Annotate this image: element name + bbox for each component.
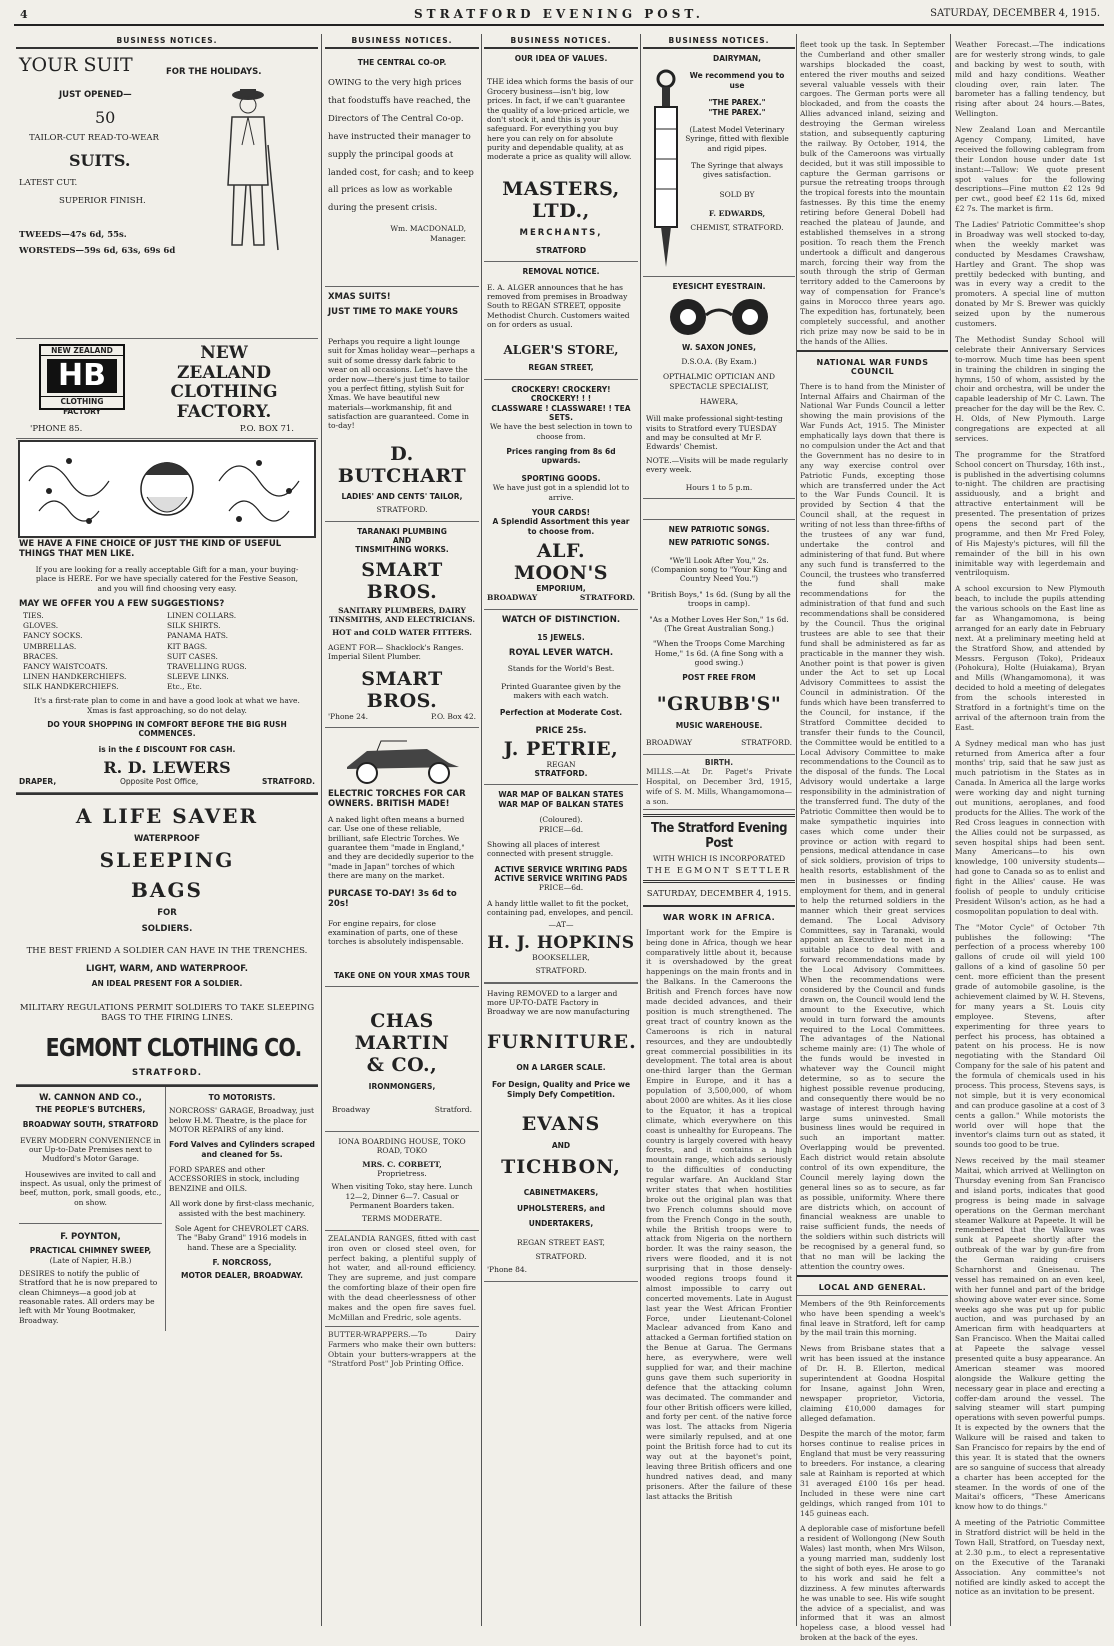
- ad-text: THE BEST FRIEND A SOLDIER CAN HAVE IN THE TRENCHES.: [26, 946, 308, 957]
- ad-text: LIGHT, WARM, AND WATERPROOF.: [86, 964, 248, 975]
- ad-headline: ROYAL LEVER WATCH.: [508, 648, 614, 659]
- ad-smart-bros: [325, 522, 479, 728]
- ad-text: HAWERA,: [699, 396, 739, 406]
- ad-headline: MASTERS,: [502, 177, 620, 200]
- ad-petrie-watch: [484, 610, 638, 786]
- ad-text: (Coloured).: [539, 815, 583, 825]
- list-item: LINEN HANDKERCHIEFS.: [23, 671, 127, 681]
- ad-text: SANITARY PLUMBERS, DAIRY TINSMITHS, AND ELECTRICIANS.: [329, 605, 475, 624]
- article-body: Important work for the Empire is being done in Africa, though we hear comparatively little about it, because it is overshadowed by the great happenings on the main fronts and in the Balkans. In the Cameroons the British and French forces have now made decided advances, and their position is much strengthened. The great tract of country known as the Cameroons is rich in natural resources, and they are undoubtedly great commercial possibilities in its development. The total area is about one-third larger than the German Empire in Europe, and it has a population of 3,500,000, of whom about 2000 are whites. As it lies close to the Equator, it has a tropical climate, which everywhere on this coast is unhealthy for Europeans. The country is largely covered with heavy forests, and it contains a high mountain range, which adds seriously to the difficulties of conducting regular warfare. An Auckland Star writer states that when hostilities broke out the original plan was that two French columns should move from the French Congo in the south, while the British troops were to attack from Nigeria on the northern border. It was the rainy season, the rivers were flooded, and it is not surprising that in those densely-wooded regions troops found it almost impossible to carry out concerted movements. Late in August last year the West African Frontier Force, under Lieutenant-Colonel Maclear advanced from Kano and attacked a German fortified station on the Benue at Garua. The Germans here, as everywhere, were well supplied for war, and their machine guns gave them such superiority in defence that the attacking column was decimated. The commander and four other British officers were killed, and forty per cent. of the native force was lost. The attacks from Nigeria were similarly repulsed, and at one point the British force had to cut its way out at the bayonet's point, leaving three British officers and one hundred natives dead, and many prisoners. After the failure of these last attacks the British: [646, 927, 792, 1501]
- ad-body: E. A. ALGER announces that he has removed from premises in Broadway South to REGAN STREET, opposite Methodist Church. Customers waited on for orders as usual.: [487, 282, 630, 329]
- logo-text: CLOTHING FACTORY: [41, 396, 123, 416]
- ad-text: Stands for the World's Best.: [507, 664, 615, 674]
- ad-text: AN IDEAL PRESENT FOR A SOLDIER.: [91, 979, 243, 989]
- newspaper-title: The Stratford Evening Post: [650, 821, 788, 852]
- list-item: TRAVELLING RUGS.: [167, 661, 247, 671]
- ad-text: CABINETMAKERS,: [523, 1188, 599, 1198]
- motor-car-illustration: [337, 737, 467, 785]
- section-heading: BUSINESS NOTICES.: [325, 34, 479, 49]
- section-heading: BUSINESS NOTICES.: [16, 34, 318, 49]
- ad-headline: ACTIVE SERVICE WRITING PADS: [494, 864, 628, 874]
- ad-body: For engine repairs, for close examination of parts, one of these torches is absolutely indispensable.: [328, 918, 464, 947]
- ad-headline: F. POYNTON,: [60, 1232, 121, 1243]
- ad-body: NORCROSS' GARAGE, Broadway, just below H.M. Theatre, is the place for MOTOR REPAIRS of any kind.: [169, 1106, 314, 1134]
- ad-text: D.S.O.A. (By Exam.): [681, 356, 757, 366]
- ad-headline: BAGS: [131, 878, 203, 903]
- ad-iona-boarding: [325, 1132, 479, 1231]
- ad-text: STRATFORD.: [741, 738, 792, 748]
- ad-headline: SUITS.: [69, 151, 131, 170]
- list-item: PANAMA HATS.: [167, 631, 229, 641]
- ad-text: THE PEOPLE'S BUTCHERS,: [35, 1104, 146, 1114]
- column-3: [484, 34, 638, 1626]
- section-heading: BUSINESS NOTICES.: [484, 34, 638, 49]
- list-item: KIT BAGS.: [167, 641, 208, 651]
- ad-body: DESIRES to notify the public of Stratford that he is now prepared to clean Chimneys—a good job at reasonable rates. All orders may be left with Mr Young Bootmaker, Broadway.: [19, 1268, 158, 1325]
- ad-price: PRICE 25s.: [535, 725, 587, 736]
- ad-headline: NEW: [200, 343, 248, 363]
- notice-body: MILLS.—At Dr. Paget's Private Hospital, on December 3rd, 1915, wife of S. M. Mills, Whangamomona—a son.: [646, 766, 792, 806]
- ad-headline: TINSMITHING WORKS.: [355, 545, 449, 555]
- column-2: [325, 34, 479, 1626]
- ad-signature: Wm. MACDONALD,: [390, 224, 466, 234]
- news-paragraph: A Sydney medical man who has just returned from America after a four months' trip, said that he saw just as much patriotism in the States as in Canada. In America all the large works were working day and night turning out munitions, aeroplanes, and food products for the Allies. The work of the Red Cross leagues in connection with the Allies could not be surpassed, as seven hospital ships had been sent. Many Americans—to his own knowledge, 100 university students—had gone to Canada so as to enlist and fight in the Allies' cause. He was foolish of people to unduly criticise President Wilson's action, as he had a cosmopolitan population to deal with.: [955, 738, 1105, 916]
- ad-text: HOT and COLD WATER FITTERS.: [332, 628, 472, 638]
- ad-headline: SMART BROS.: [361, 558, 443, 603]
- ad-headline: R. D. LEWERS: [103, 758, 231, 777]
- list-item: FANCY WAISTCOATS.: [23, 661, 108, 671]
- ad-number: 50: [95, 108, 116, 127]
- masthead-subtitle: WITH WHICH IS INCORPORATED: [652, 854, 786, 864]
- ad-masters-ltd: [484, 49, 638, 262]
- ad-text: CHEMIST, STRATFORD.: [690, 222, 784, 232]
- ad-body: If you are looking for a really acceptable Gift for a man, your buying-place is HERE. For we have specially catered for the Festive Season, and you will find choosing very easy.: [35, 565, 299, 593]
- ad-text: Opposite Post Office,: [119, 777, 199, 786]
- ad-text: OPTHALMIC OPTICIAN AND SPECTACLE SPECIALIST,: [662, 372, 776, 391]
- ad-headline: H. J. HOPKINS: [487, 932, 635, 953]
- ad-body: A naked light often means a burned car. Use one of these reliable, brilliant, safe Electric Torches. We guarantee them "made in England," and they are decidedly superior to the "made in Japan" torches of which there are many on the market.: [328, 814, 474, 881]
- phone-number: 'PHONE 85.: [30, 424, 83, 434]
- ad-headline: EYESICHT EYESTRAIN.: [672, 282, 766, 291]
- ad-body: Will make professional sight-testing visits to Stratford every TUESDAY and may be consulted at Mr F. Edwards' Chemist.: [646, 414, 783, 452]
- article-heading: NATIONAL WAR FUNDS COUNCIL: [797, 350, 948, 379]
- ad-body: Housewives are invited to call and inspect. As usual, only the primest of beef, mutton, pork, small goods, etc., on show.: [19, 1169, 162, 1207]
- zealandia-ranges-notice: ZEALANDIA RANGES, fitted with cast iron oven or closed steel oven, for perfect baking, a plentiful supply of hot water, and all-round efficiency. They are supreme, and just compare the comforting blaze of their open fire with the dead cheerlessness of other makes and the open fire saves fuel. McMillan and Fredric, sole agents.: [328, 1233, 476, 1322]
- logo-text: NEW ZEALAND: [41, 346, 123, 356]
- ad-text: Perfection at Moderate Cost.: [499, 708, 623, 718]
- ad-headline: WAR MAP OF BALKAN STATES: [498, 790, 624, 800]
- ad-text: EMPORIUM,: [536, 584, 586, 593]
- editorial-masthead: [643, 814, 795, 882]
- ad-text: REGAN STREET,: [528, 363, 594, 373]
- po-box: P.O. Box 42.: [431, 711, 476, 721]
- ad-headline: ALGER'S STORE,: [503, 343, 619, 358]
- ad-text: TAILOR-CUT READ-TO-WEAR: [29, 133, 159, 143]
- masthead-title: STRATFORD EVENING POST.: [414, 7, 704, 21]
- ad-text: SUPERIOR FINISH.: [59, 196, 146, 206]
- song-item: "British Boys," 1s 6d. (Sung by all the troops in camp).: [647, 589, 791, 609]
- ad-headline: NEW PATRIOTIC SONGS.: [668, 538, 770, 548]
- ad-text: PRACTICAL CHIMNEY SWEEP,: [29, 1246, 152, 1256]
- ad-headline: IONA BOARDING HOUSE, TOKO ROAD, TOKO: [338, 1136, 466, 1156]
- notice-heading: BIRTH.: [704, 757, 734, 767]
- ad-body: A handy little wallet to fit the pocket, containing pad, envelopes, and pencil.: [487, 898, 634, 918]
- ad-body: It's a first-rate plan to come in and have a good look at what we have. Xmas is fast approaching, so do not delay.: [34, 696, 300, 715]
- ad-headline: ZEALAND: [177, 362, 271, 383]
- ad-headline: "GRUBB'S": [656, 692, 782, 715]
- ad-headline: SLEEPING: [99, 848, 235, 873]
- news-paragraph: News received by the mail steamer Maitai, which arrived at Wellington on Thursday evening from San Francisco and island ports, indicates that good progress is being made in salvage operations on the German merchant steamer Walkure at Papeete. It will be remembered that the Walkure was sunk at Papeete shortly after the outbreak of the war by gun-fire from the German raiding cruisers Scharnhorst and Gneisenau. The vessel has remained on an even keel, with her funnel and part of the bridge showing above water ever since. Some weeks ago she was put up for public auction, and was purchased by an American firm with headquarters at San Francisco. When the Maitai called at Papeete the salvage vessel presented quite a busy appearance. An American steamer was moored alongside the Walkure getting the necessary gear in place and erecting a coffer-dam around the vessel. The salving steamer will start pumping operations with seven powerful pumps. It is expected by the owners that the Walkure will be raised and taken to San Francisco for repairs by the end of this year. It is stated that the owners are so sanguine of success that already a charter has been accepted for the steamer. In the words of one of the Maitai's officers, "These Americans know how to do things.": [955, 1156, 1105, 1512]
- news-paragraph: Despite the march of the motor, farm horses continue to realise prices in England that must be very reassuring to breeders. For instance, a clearing sale at Rainham is reported at which 31 averaged £100 16s per head. Included in these were nine cart geldings, which ranged from 101 to 145 guineas each.: [800, 1429, 945, 1518]
- ad-text: (Late of Napier, H.B.): [49, 1255, 132, 1265]
- ad-headline: & CO.,: [366, 1054, 438, 1076]
- ad-text: STRATFORD.: [376, 505, 428, 515]
- masthead: [14, 6, 1104, 26]
- news-paragraph: The "Motor Cycle" of October 7th publishes the following: "The perfection of a process whereby 100 gallons of crude oil will yield 100 gallons of a kind of gasoline 50 per cent. more efficient than the present grade of automobile gasoline, is the achievement claimed by W. H. Stevens, for many years a St. Louis city employee. Stevens, after experimenting for three years to perfect his process, has obtained a patent on his process. He is now negotiating with the Standard Oil Company for the sale of his patent and the formula of chemicals used in his process. This process, Stevens says, is not simple, but it is very economical and can produce gasoline at a cost of 3 cents a gallon." While motorists the world over will hope that the inventor's claims turn out as stated, it sounds too good to be true.: [955, 922, 1105, 1150]
- news-paragraph: Members of the 9th Reinforcements who have been spending a week's final leave in Stratford, left for camp by the mail train this morning.: [800, 1298, 945, 1338]
- ad-body: We have just got in a splendid lot to arrive.: [492, 483, 630, 502]
- ad-your-suit: [16, 49, 318, 339]
- ad-body: Sole Agent for CHEVROLET CARS. The "Baby Grand" 1916 models in hand. These are a Speciality.: [175, 1223, 309, 1252]
- ad-grubbs-music: [643, 519, 795, 755]
- ad-headline: FACTORY.: [176, 401, 272, 422]
- ad-nz-clothing-factory: [16, 339, 318, 439]
- news-paragraph: New Zealand Loan and Mercantile Agency Company, Limited, have received the following cablegram from their London house under date 1st instant:—Tallow: We quote present spot values for the following descriptions—Fine mutton £2 12s 9d per cwt., good beef £2 11s 6d, mixed £2 7s. The market is firm.: [955, 125, 1105, 214]
- ad-text: For Design, Quality and Price we Simply Defy Competition.: [491, 1080, 631, 1099]
- news-paragraph: Weather Forecast.—The indications are for westerly strong winds, to gale and backing by west to south, with mild and hazy conditions. Weather clouding over, rain later. The barometer has a falling tendency, but rising after about 24 hours.—Bates, Wellington.: [955, 40, 1105, 119]
- ad-headline: CLASSWARE ! CLASSWARE! ! TEA SETS.: [491, 403, 631, 422]
- ad-text: LATEST CUT.: [19, 178, 78, 188]
- ad-headline: TO MOTORISTS.: [208, 1092, 276, 1102]
- ad-headline: ELECTRIC TORCHES FOR CAR OWNERS. BRITISH MADE!: [328, 788, 466, 809]
- news-paragraph: A meeting of the Patriotic Committee in Stratford district will be held in the Town Hall, Stratford, on Tuesday next, at 2.30 p.m., to elect a representative on the Executive of the Taranaki Association. Any committee's not notified are kindly asked to accept the notice as an invitation to be present.: [955, 1518, 1105, 1597]
- ad-lewers-draper: [16, 441, 318, 793]
- ad-text: TAKE ONE ON YOUR XMAS TOUR: [334, 970, 470, 980]
- news-paragraph: The programme for the Stratford School concert on Thursday, 16th inst., is published in the advertising columns to-night. The children are practising assiduously, and a bright and attractive entertainment will be presented. The presentation of prizes opens the second part of the programme, and then Mr Fred Foley, of His Majesty's pictures, will fill the remainder of the bill in his own inimitable way with legerdemain and ventriloquism.: [955, 449, 1105, 578]
- ad-text: TERMS MODERATE.: [361, 1214, 443, 1224]
- ad-headline: WE HAVE A FINE CHOICE OF JUST THE KIND OF USEFUL THINGS THAT MEN LIKE.: [19, 539, 282, 559]
- article-heading: LOCAL AND GENERAL.: [797, 1275, 948, 1296]
- ad-text: MUSIC WAREHOUSE.: [675, 720, 763, 730]
- list-item: UMBRELLAS.: [23, 641, 77, 651]
- ad-alger-removal: [484, 262, 638, 380]
- logo-text: HB: [47, 359, 117, 393]
- ad-text: DRAPER,: [19, 777, 57, 786]
- ad-subhead: SPORTING GOODS.: [521, 473, 601, 483]
- ad-headline: "THE PAREX.": [708, 107, 766, 117]
- ad-headline: DAIRYMAN,: [712, 54, 761, 63]
- eyeglasses-icon: [654, 295, 784, 339]
- ad-text: MRS. C. CORBETT,: [362, 1159, 442, 1169]
- ad-body: EVERY MODERN CONVENIENCE in our Up-to-Date Premises next to Mudford's Motor Garage.: [20, 1135, 161, 1164]
- ad-text: MOTOR DEALER, BROADWAY.: [181, 1271, 303, 1281]
- ad-text: STRATFORD.: [535, 1251, 587, 1261]
- news-paragraph: The Methodist Sunday School will celebrate their Anniversary Services to-morrow. Much time has been spent in training the children in singing the hymns, 150 of whom, assisted by the choir and orchestra, will be under the capable leadership of Mr C. Lawn. The preacher for the day will be the Rev. C. H. Olds, of New Plymouth. Large congregations are expected at all services.: [955, 334, 1105, 443]
- ad-headline: ALF. MOON'S: [513, 540, 609, 584]
- ad-text: REGAN: [546, 759, 576, 769]
- ad-text: MILITARY REGULATIONS PERMIT SOLDIERS TO TAKE SLEEPING BAGS TO THE FIRING LINES.: [19, 1002, 315, 1023]
- song-item: "We'll Look After You," 2s. (Companion song to "Your King and Country Need You."): [651, 555, 787, 584]
- ad-text: STRATFORD.: [131, 1067, 203, 1078]
- ad-signature: Manager.: [430, 233, 466, 243]
- column-1: [16, 34, 318, 1626]
- ad-body: We have the best selection in town to choose from.: [489, 422, 633, 441]
- ad-text: UNDERTAKERS,: [528, 1219, 594, 1228]
- list-item: SILK SHIRTS.: [167, 621, 221, 631]
- ad-body: The Syringe that always gives satisfaction.: [690, 161, 784, 180]
- ad-headline: EVANS: [521, 1112, 601, 1135]
- ad-hopkins-bookseller: [484, 785, 638, 982]
- ad-text: —AT—: [548, 919, 574, 929]
- list-item: BRACES.: [23, 651, 59, 661]
- ad-text: ON A LARGER SCALE.: [516, 1062, 606, 1072]
- list-item: SILK HANDKERCHIEFS.: [23, 682, 119, 691]
- ad-body: (Latest Model Veterinary Syringe, fitted with flexible and rigid pipes.: [685, 124, 789, 153]
- ad-headline: CHAS MARTIN: [354, 1010, 450, 1054]
- ad-headline: OUR IDEA OF VALUES.: [514, 54, 608, 63]
- ad-headline: W. SAXON JONES,: [682, 343, 756, 353]
- ad-headline: "THE PAREX.": [708, 98, 766, 108]
- po-box: P.O. BOX 71.: [239, 424, 294, 434]
- phone-number: 'Phone 84.: [487, 1265, 528, 1275]
- article-body: fleet took up the task. In September the Cumberland and other smaller warships blockaded the coast, entered the river mouths and seized several valuable vessels with their cargoes. The German ports were all blockaded, and from the coasts the Allies advanced inland, seizing and destroying the German wireless station, and subsequently capturing the railway. By October, 1914, the bulk of the Cameroons was virtually decided, but it was still impossible to capture the German garrisons or pursue the retreating troops through the tropical forests into the mountain fastnesses. By this time the enemy retiring before General Dobell had reached the plateau of Jaunde, and established themselves in a strong position. To reach them the French undertook a difficult and dangerous march, forcing their way from the south through the strip of German territory added to the Cameroons by way of compensation for France's gains in Morocco three years ago. The expedition has, fortunately, been completely successful, and another rich prize may now be said to be in the hands of the Allies.: [800, 40, 945, 346]
- ad-text: F. NORCROSS,: [212, 1258, 272, 1267]
- ad-headline: ACTIVE SERVICE WRITING PADS: [494, 874, 628, 883]
- ad-text: STRATFORD.: [534, 769, 588, 778]
- ad-text: AND: [551, 1140, 571, 1150]
- ad-subhead: WATERPROOF: [133, 834, 201, 845]
- ad-subhead: YOUR CARDS!: [531, 507, 591, 517]
- ad-body: FORD SPARES and other ACCESSORIES in stock, including BENZINE and OILS.: [169, 1165, 300, 1193]
- ad-headline: SMART BROS.: [361, 667, 443, 712]
- list-item: FANCY SOCKS.: [23, 631, 83, 641]
- ad-parex-syringe: [643, 49, 795, 277]
- ad-text: Broadway: [332, 1105, 371, 1115]
- ad-text: SOLD BY: [719, 189, 755, 199]
- ad-text: POST FREE FROM: [682, 673, 756, 683]
- ad-central-coop: [325, 49, 479, 287]
- ad-butchart-tailor: [325, 287, 479, 522]
- ad-text: STRATFORD: [535, 245, 587, 255]
- ad-saxon-jones-optician: [643, 277, 795, 499]
- masthead-date: SATURDAY, DECEMBER 4, 1915.: [930, 8, 1100, 19]
- ad-evans-tichbon: [484, 983, 638, 1282]
- column-rule: [481, 34, 482, 1626]
- ad-headline: THE CENTRAL CO-OP.: [357, 58, 447, 67]
- ad-headline: EGMONT CLOTHING CO.: [45, 1032, 302, 1062]
- ad-headline: CLOTHING: [170, 382, 278, 403]
- ad-body: All work done by first-class mechanic, assisted with the best machinery.: [169, 1199, 315, 1218]
- holly-santa-illustration: [19, 441, 315, 537]
- news-paragraph: The Ladies' Patriotic Committee's shop in Broadway was well stocked to-day, when the weekly market was conducted by Mesdames Crawshaw, Hartley and Grant. The shop was prettily bedecked with bunting, and was in every way a credit to the promoters. A special line of mutton donated by Mr S. Brewer was quickly seized upon by the numerous customers.: [955, 220, 1105, 329]
- ad-price: TWEEDS—47s 6d, 55s.: [19, 230, 127, 240]
- ad-subhead: FOR THE HOLIDAYS.: [166, 67, 262, 77]
- ad-text: A Splendid Assortment this year to choose from.: [492, 517, 630, 536]
- ad-alf-moon: [484, 380, 638, 610]
- ad-headline: J. PETRIE,: [503, 737, 619, 760]
- ad-text: SOLDIERS.: [141, 924, 193, 935]
- column-rule: [640, 34, 641, 1626]
- news-paragraph: News from Brisbane states that a writ has been issued at the instance of Dr. H. B. Ellerton, medical superintendent at Goodna Hospital for Insane, against John Wren, newspaper proprietor, Victoria, claiming £10,000 damages for alleged defamation.: [800, 1344, 945, 1423]
- ad-body: OWING to the very high prices that foodstuffs have reached, the Directors of The Central Co-op. have instructed their manager to supply the principal goods at landed cost, for cash; and to keep all prices as low as workable during the present crisis.: [328, 78, 474, 214]
- ad-text: BOOKSELLER,: [532, 952, 590, 962]
- ad-body: Having REMOVED to a larger and more UP-TO-DATE Factory in Broadway we are now manufacturing: [487, 988, 630, 1017]
- ad-headline: TICHBON,: [501, 1156, 621, 1179]
- song-item: "When the Troops Come Marching Home," 1s 6d. (A fine Song with a good swing.): [653, 639, 785, 667]
- ad-price: WORSTEDS—59s 6d, 63s, 69s 6d: [19, 246, 176, 256]
- list-item: SUIT CASES.: [167, 651, 218, 661]
- ad-body: When visiting Toko, stay here. Lunch 12—2, Dinner 6—7. Casual or Permanent Boarders taken.: [331, 1182, 473, 1210]
- ad-chas-martin: [325, 987, 479, 1132]
- ad-text: STRATFORD.: [535, 966, 587, 976]
- ad-body: NOTE.—Visits will be made regularly every week.: [646, 455, 788, 475]
- ad-text: REGAN STREET EAST,: [517, 1238, 605, 1248]
- ad-headline: A LIFE SAVER: [75, 804, 259, 829]
- ad-text: IRONMONGERS,: [368, 1082, 436, 1091]
- ad-headline: REMOVAL NOTICE.: [522, 267, 600, 277]
- ad-body: is in the £ DISCOUNT FOR CASH.: [98, 744, 236, 754]
- ad-body: Printed Guarantee given by the makers with each watch.: [501, 681, 621, 700]
- ad-subhead: PURCASE TO-DAY! 3s 6d to 20s!: [328, 888, 457, 909]
- ad-headline: CROCKERY! CROCKERY! CROCKERY! ! !: [511, 384, 611, 404]
- ad-text: Hours 1 to 5 p.m.: [685, 482, 753, 492]
- gift-list: [19, 609, 315, 694]
- ad-text: Ford Valves and Cylinders scraped and cleaned for 5s.: [169, 1140, 315, 1159]
- list-item: Etc., Etc.: [167, 682, 202, 691]
- ad-headline: FURNITURE.: [487, 1030, 637, 1053]
- hb-logo-icon: [39, 344, 125, 416]
- ad-price: PRICE—6d.: [538, 824, 584, 834]
- ad-text: LADIES' AND CENTS' TAILOR,: [341, 491, 463, 501]
- ad-body: Perhaps you require a light lounge suit for Xmas holiday wear—perhaps a suit of some dressy dark fabric to wear on all occasions. Let's have the order now—there's just time to tailor you a perfect fitting, stylish Suit for Xmas. We have beautiful new materials—workmanship, fit and satisfaction are guaranteed. Come in to-day!: [328, 337, 475, 431]
- ad-text: STRATFORD.: [262, 777, 315, 786]
- ad-text: STRATFORD.: [579, 593, 635, 603]
- editorial-date: SATURDAY, DECEMBER 4, 1915.: [643, 883, 795, 907]
- ad-text: Proprietress.: [377, 1168, 427, 1178]
- butter-wrappers-notice: BUTTER-WRAPPERS.—To Dairy Farmers who make their own butters: Obtain your butters-wrappers at the "Stratford Post" Job Printing Office.: [325, 1326, 479, 1373]
- ad-body: THE idea which forms the basis of our Grocery business—isn't big, low prices. In fact, if we can't guarantee the quality of a low-priced article, we don't stock it, and this is your safeguard. For everything you buy here you can rely on for absolute purity and dependable quality, at as moderate a price as quality will allow.: [487, 77, 634, 162]
- ad-electric-torches: [325, 728, 479, 987]
- list-item: LINEN COLLARS.: [167, 611, 237, 621]
- ad-text: JUST OPENED—: [59, 90, 132, 100]
- article-body: There is to hand from the Minister of Internal Affairs and Chairman of the National War Funds Council a letter showing the main provisions of the War Funds Act, 1915. The Minister emphatically lays down that there is no compulsion under the Act and that the Government has no desire to in any way exercise control over Patriotic Funds, excepting those which are transferred under the Act to the War Funds Council. It is provided by Section 4 that the Council shall, at the request in writing of not less than three-fifths of the trustees of any war fund, undertake the control and administering of that fund. But where any such fund is transferred to the Council, the trustees who transferred the fund shall make recommendations for the administration of that fund and such recommendations shall be considered by the Council. Thus the original trustees are able to see that their fund shall be administered as far as practicable in the manner they wish. Another point is that power is given under the Act to set up Local Advisory Committees to assist the Council in administration. Of the funds which have been transferred to the Council, for instance, if the Stratford Committee decided to transfer their funds to the Council, the Committee would be entitled to a Local Advisory Committee to make recommendations to the Council as to the disposal of the funds. The Local Advisory would undertake a large responsibility in the administration of the transferred fund. The duty of the Patriotic Committee then would be to make sympathetic inquiries into cases which come under their province or action with regard to pensions, medical attendance in case of sick soldiers, provision of trips to health resorts, establishment of the men in businesses or finding employment for them, and in general to help the returned soldiers in the manner which their great services demand. The Local Advisory Committees, say in Taranaki, would appoint an Executive to meet in a suitable place to deal with and forward recommendations made by the Local Advisory Committees. When the recommendations were considered by the Council and funds drawn on, the Council would lend the amount to the Executive, which would in turn forward the amounts required to the Local Committees. The advantages of the National scheme mainly are: (1) The whole of the funds would be invested in whatever way the Council might determine, so as to secure the highest possible revenue producing, and consequently there would be no wastage of interest through having large sums uninvested. Small business lines would be required in such an important matter. Overlapping would be prevented. Each district would retain absolute control of its own expenditure, the Council merely laying down the general lines so as to secure, as far as possible, uniformity. Where there are districts which, on account of financial weakness are unable to raise sufficient funds, the needs of the soldiers within such districts will be recognised by a general fund, so that no man will be lacking the attention the country owes.: [800, 381, 945, 1271]
- ad-text: BROADWAY: [646, 738, 693, 748]
- ad-text: BROADWAY SOUTH, STRATFORD: [22, 1120, 159, 1130]
- page-number: 4: [20, 8, 28, 21]
- song-item: "As a Mother Loves Her Son," 1s 6d. (The Great Australian Song.): [649, 614, 789, 633]
- ad-text: AGENT FOR— Shacklock's Ranges. Imperial Silent Plumber.: [328, 642, 464, 662]
- column-rule: [950, 34, 951, 1626]
- news-paragraph: A deplorable case of misfortune befell a resident of Wollongong (New South Wales) last month, when Mrs Wilson, a young married man, suddenly lost the sight of both eyes. He arose to go to his work and said he felt a dizziness. A few minutes afterwards he was unable to see. His wife sought the advice of a specialist, and was informed that it was an almost hopeless case, a blood vessel had broken at the back of the eyes.: [800, 1524, 945, 1643]
- column-5: [797, 34, 948, 1643]
- ad-headline: WAR MAP OF BALKAN STATES: [498, 799, 624, 809]
- ad-body: DO YOUR SHOPPING IN COMFORT BEFORE THE BIG RUSH COMMENCES.: [47, 719, 287, 739]
- man-in-suit-illustration: [212, 85, 284, 255]
- ad-egmont-clothing: [16, 793, 318, 1084]
- masthead-subtitle: THE EGMONT SETTLER: [646, 865, 792, 876]
- ad-text: MERCHANTS,: [519, 227, 603, 238]
- ad-text: BROADWAY: [487, 593, 538, 603]
- news-paragraph: A school excursion to New Plymouth beach, to include the pupils attending the various schools on the East line as far as Whangamomona, is being arranged for an early date in February next. At a preliminary meeting held at the Stratford Show, and attended by Messrs. Ferguson (Toko), Prideaux (Pohokura), Holte (Huiakama), Bryan and Mills (Whangamomona), it was decided to hold a meeting of delegates from the schools interested in Stratford in a fortnight's time on the arrival of the afternoon train from the East.: [955, 584, 1105, 732]
- column-4: [643, 34, 795, 1626]
- ad-text: We recommend you to use: [689, 71, 785, 90]
- syringe-illustration: [649, 69, 683, 269]
- article-heading: WAR WORK IN AFRICA.: [662, 912, 776, 922]
- ad-subhead: MAY WE OFFER YOU A FEW SUGGESTIONS?: [19, 599, 225, 610]
- ad-body: Showing all places of interest connected with present struggle.: [487, 839, 614, 859]
- list-item: TIES.: [23, 611, 44, 621]
- ad-headline: JUST TIME TO MAKE YOURS: [328, 307, 459, 317]
- list-item: GLOVES.: [23, 621, 59, 631]
- ad-headline: WATCH OF DISTINCTION.: [501, 614, 621, 625]
- column-rule: [321, 34, 322, 1626]
- ad-headline: XMAS SUITS!: [328, 292, 391, 302]
- section-heading: BUSINESS NOTICES.: [643, 34, 795, 49]
- ad-headline: LTD.,: [532, 199, 590, 222]
- ad-headline: YOUR SUIT: [19, 54, 133, 76]
- ad-headline: D. BUTCHART: [337, 442, 467, 487]
- ad-text: AND: [392, 535, 412, 545]
- ad-text: 15 JEWELS.: [537, 632, 585, 642]
- ad-headline: TARANAKI PLUMBING: [357, 526, 447, 536]
- ad-headline: W. CANNON AND CO.,: [39, 1092, 142, 1103]
- ad-text: Prices ranging from 8s 6d upwards.: [506, 447, 616, 466]
- phone-number: 'Phone 24.: [328, 711, 369, 721]
- ad-headline: NEW PATRIOTIC SONGS.: [668, 524, 770, 534]
- column-6: [952, 34, 1108, 1626]
- ad-price: PRICE—6d.: [538, 883, 584, 893]
- birth-notice: [643, 755, 795, 811]
- ad-text: FOR: [157, 908, 177, 919]
- list-item: SLEEVE LINKS.: [167, 671, 229, 681]
- ad-text: F. EDWARDS,: [708, 209, 766, 219]
- ad-text: Stratford.: [434, 1105, 472, 1115]
- ad-text: UPHOLSTERERS, and: [517, 1203, 605, 1213]
